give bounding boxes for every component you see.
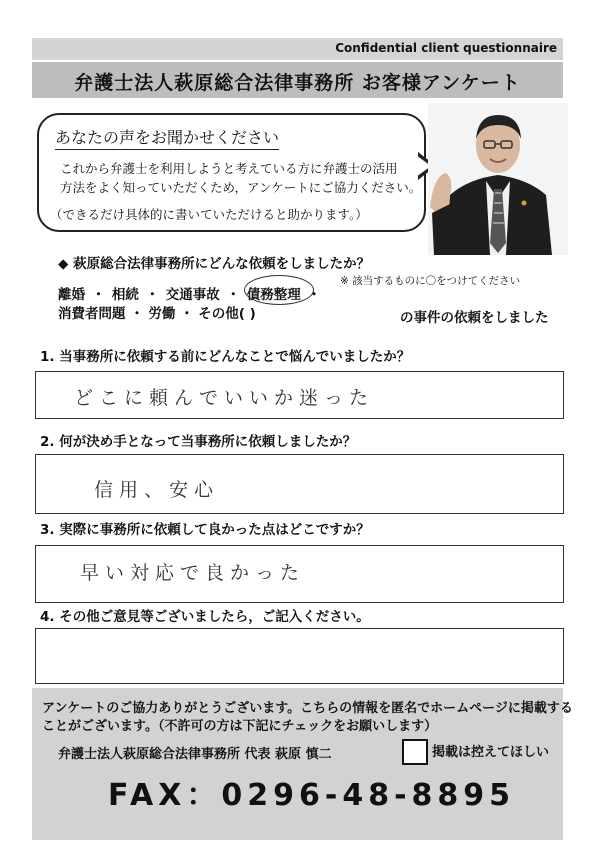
request-type-question: ◆ 萩原総合法律事務所にどんな依頼をしましたか？ bbox=[58, 256, 371, 272]
question-1-answer-text: どこに頼んでいいか迷った bbox=[74, 387, 375, 409]
question-1-label: 1. 当事務所に依頼する前にどんなことで悩んでいましたか？ bbox=[40, 349, 411, 365]
intro-line-1: これから弁護士を利用しようと考えている方に弁護士の活用 bbox=[60, 161, 398, 176]
lawyer-portrait-image bbox=[428, 103, 568, 255]
question-2-answer-box[interactable] bbox=[35, 454, 564, 514]
no-publish-label: 掲載は控えてほしい bbox=[432, 745, 550, 760]
question-3-answer-text: 早い対応で良かった bbox=[80, 562, 306, 584]
request-type-note: ※ 該当するものに〇をつけてください bbox=[340, 275, 521, 287]
header-title-band bbox=[32, 62, 563, 98]
footer-line-2: ことがございます。（不許可の方は下記にチェックをお願いします） bbox=[42, 719, 438, 734]
intro-line-3: （できるだけ具体的に書いていただけると助かります。） bbox=[50, 207, 368, 222]
question-3-answer-box[interactable] bbox=[35, 545, 564, 603]
page-title: 弁護士法人萩原総合法律事務所 お客様アンケート bbox=[74, 72, 521, 94]
question-2-answer-text: 信用、安心 bbox=[94, 479, 220, 501]
footer-firm-name: 弁護士法人萩原総合法律事務所 代表 萩原 慎二 bbox=[58, 747, 332, 762]
question-2-label: 2. 何が決め手となって当事務所に依頼しましたか？ bbox=[40, 434, 357, 450]
confidential-label: Confidential client questionnaire bbox=[335, 41, 557, 55]
intro-title: あなたの声をお聞かせください bbox=[55, 125, 279, 150]
no-publish-checkbox[interactable] bbox=[402, 739, 428, 765]
question-3-label: 3. 実際に事務所に依頼して良かった点はどこですか？ bbox=[40, 522, 370, 538]
fax-number: FAX：0296-48-8895 bbox=[108, 778, 516, 813]
intro-line-2: 方法をよく知っていただくため，アンケートにご協力ください。 bbox=[60, 180, 422, 195]
request-options-line-1: 離婚 ・ 相続 ・ 交通事故 ・ 債務整理 ・ bbox=[58, 287, 321, 303]
header-top-band bbox=[32, 38, 563, 60]
question-4-answer-box[interactable] bbox=[35, 628, 564, 684]
question-4-label: 4. その他ご意見等ございましたら，ご記入ください。 bbox=[40, 609, 370, 625]
footer-line-1: アンケートのご協力ありがとうございます。こちらの情報を匿名でホームページに掲載する bbox=[42, 701, 573, 716]
request-options-line-2: 消費者問題 ・ 労働 ・ その他( ) bbox=[58, 306, 256, 322]
request-suffix-text: の事件の依頼をしました bbox=[400, 310, 549, 326]
question-1-answer-box[interactable] bbox=[35, 371, 564, 419]
